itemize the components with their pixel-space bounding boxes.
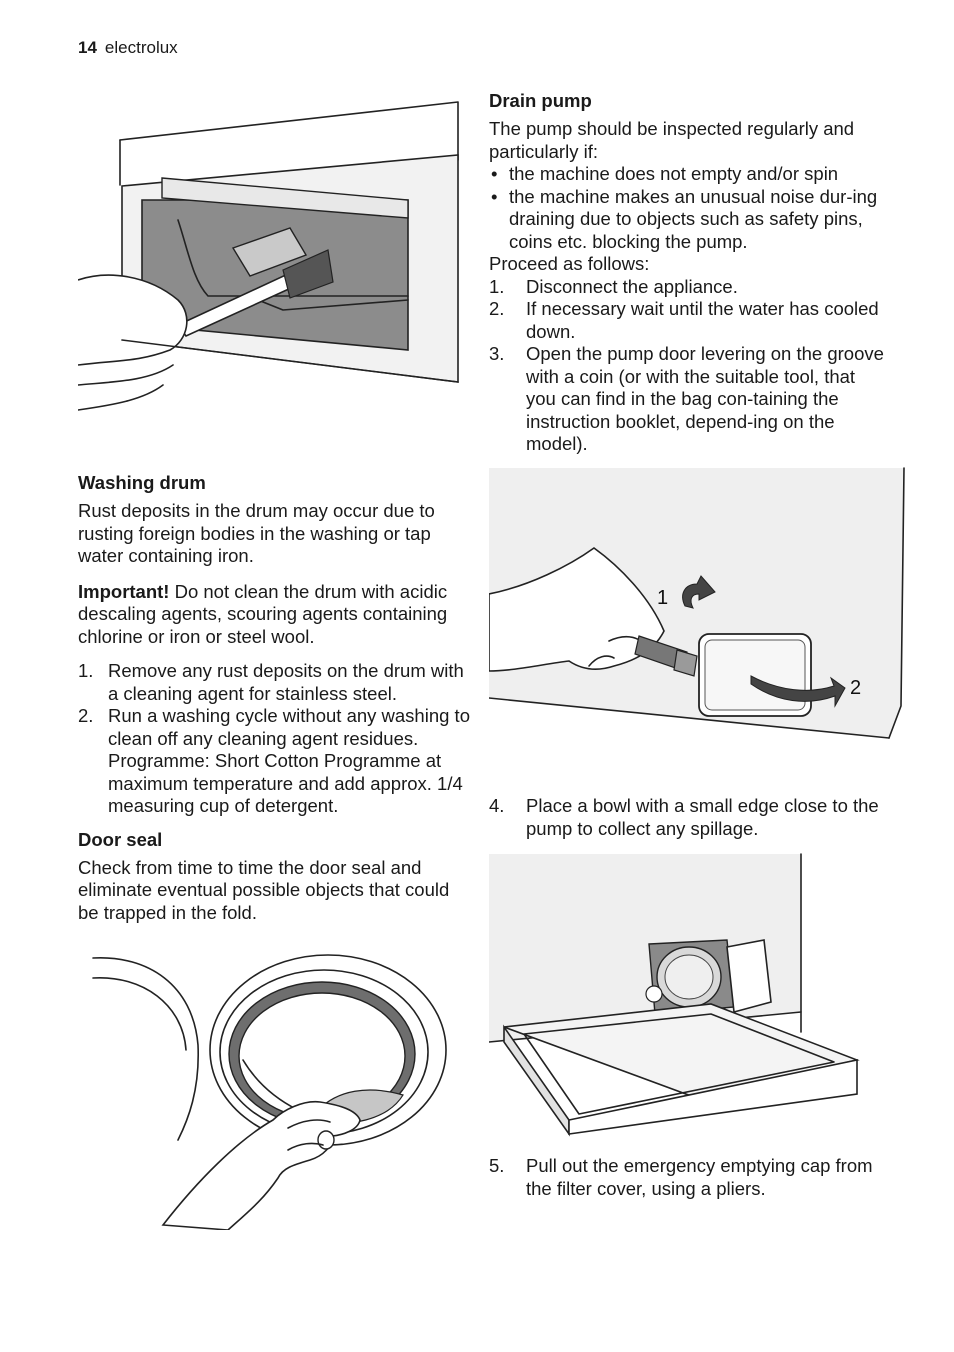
list-item: 2. If necessary wait until the water has cooled down. [489,298,879,342]
figure-label-1: 1 [657,587,669,609]
list-item: 1. Remove any rust deposits on the drum with a cleaning agent for stainless steel. [78,660,464,704]
dispenser-brush-illustration [78,100,462,430]
drain-pump-intro: The pump should be inspected regularly and particularly if: [489,118,855,162]
figure-label-2: 2 [850,677,862,699]
brand-name: electrolux [104,38,178,57]
washing-drum-steps [78,660,470,818]
list-item: 4. Place a bowl with a small edge close to the pump to collect any spillage. [489,795,879,839]
list-item: 5. Pull out the emergency emptying cap from the filter cover, using a pliers. [489,1155,873,1199]
proceed-text: Proceed as follows: [489,253,650,274]
door-seal-heading: Door seal [78,828,163,850]
list-item: 3. Open the pump door levering on the groove with a coin (or with the suitable tool, that you can find in the bag con-taining the instruction booklet, depend-ing on the model). [489,343,884,454]
list-item: • the machine does not empty and/or spin [491,163,839,184]
list-item: 1. Disconnect the appliance. [489,275,738,297]
drain-pump-step-5 [489,1155,885,1200]
page-number: 14 [78,38,97,57]
drain-pump-heading: Drain pump [489,90,592,111]
important-text: Do not clean the drum with acidic descaling agents, scouring agents containing chlorine or iron or steel wool. [78,580,448,647]
list-item: 2. Run a washing cycle without any washing to clean off any cleaning agent residues. Programme: Short Cotton Programme at maximum temperature and add approx. 1/4 measuring cup of detergent. [78,705,470,816]
drain-pump-conditions [489,163,885,253]
drain-pump-steps [489,276,885,456]
pump-door-illustration [489,466,909,746]
drain-pump-step-4 [489,795,885,840]
page-header [78,38,178,58]
door-seal-illustration [88,950,448,1230]
bowl-illustration [489,852,864,1142]
list-item: • the machine makes an unusual noise dur-ing draining due to objects such as safety pins, coins etc. blocking the pump. [491,185,878,252]
important-note [78,581,470,649]
washing-drum-intro: Rust deposits in the drum may occur due to rusting foreign bodies in the washing or tap water containing iron. [78,500,435,566]
important-label: Important! [78,580,170,602]
door-seal-text: Check from time to time the door seal and eliminate eventual possible objects that could be trapped in the fold. [78,856,450,923]
washing-drum-heading: Washing drum [78,472,206,493]
